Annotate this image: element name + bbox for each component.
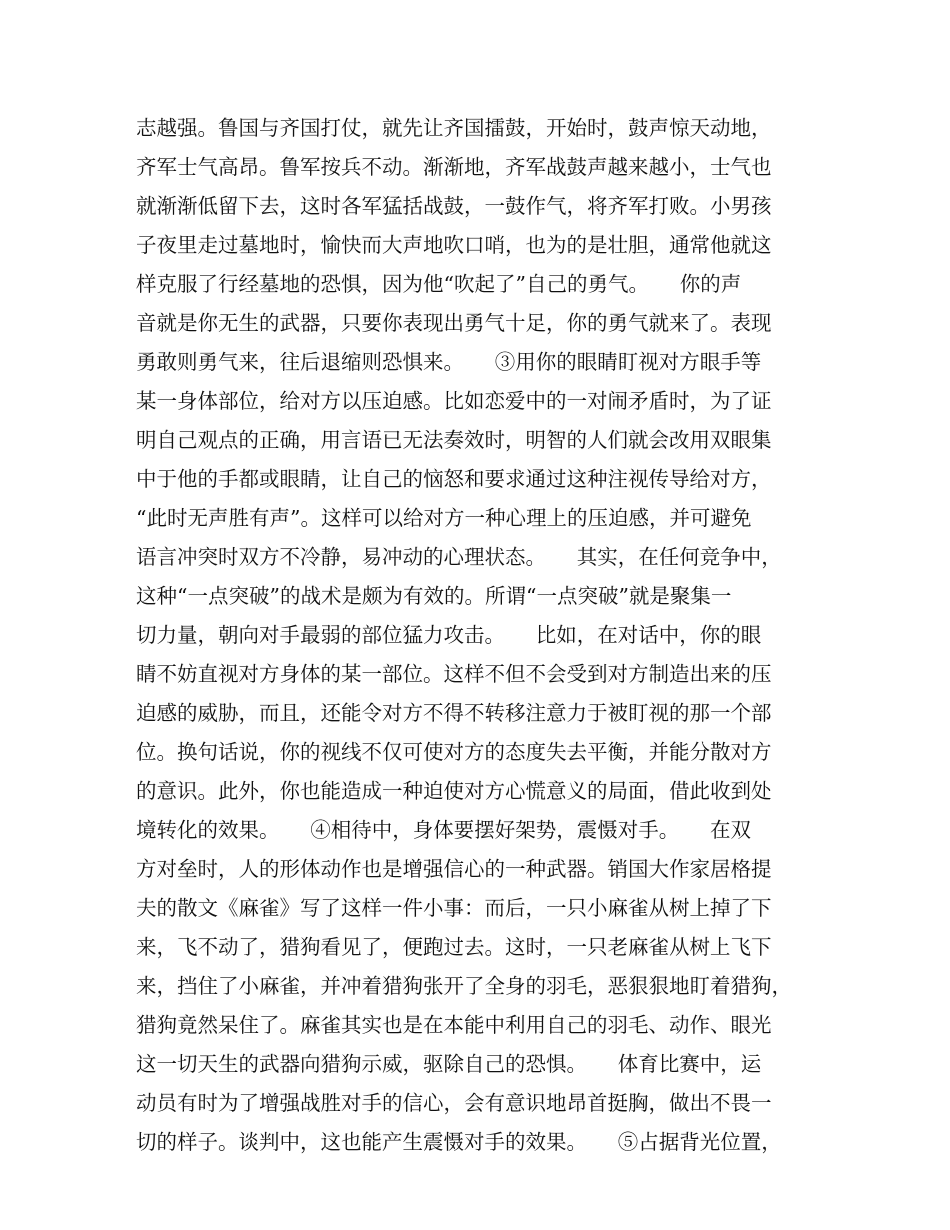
text-line: 这种“一点突破”的战术是颇为有效的。所谓“一点突破”就是聚集一 [136, 584, 732, 608]
text-line: 样克服了行经墓地的恐惧，因为他“吹起了”自己的勇气。 你的声 [136, 272, 742, 296]
body-text [136, 109, 836, 1162]
text-line: 来，飞不动了，猎狗看见了，便跑过去。这时，一只老麻雀从树上飞下 [136, 935, 772, 959]
text-line: 切的样子。谈判中，这也能产生震慑对手的效果。 ⑤占据背光位置， [136, 1130, 782, 1154]
text-line: 音就是你无生的武器，只要你表现出勇气十足，你的勇气就来了。表现 [136, 311, 772, 335]
text-line: 中于他的手都或眼睛，让自己的恼怒和要求通过这种注视传导给对方， [136, 467, 772, 491]
text-line: 方对垒时，人的形体动作也是增强信心的一种武器。销国大作家居格提 [136, 857, 772, 881]
text-line: 志越强。鲁国与齐国打仗，就先让齐国擂鼓，开始时，鼓声惊天动地， [136, 116, 772, 140]
text-line: 的意识。此外，你也能造成一种迫使对方心慌意义的局面，借此收到处 [136, 779, 772, 803]
text-line: 猎狗竟然呆住了。麻雀其实也是在本能中利用自己的羽毛、动作、眼光 [136, 1013, 772, 1037]
text-line: 子夜里走过墓地时，愉快而大声地吹口哨，也为的是壮胆，通常他就这 [136, 233, 772, 257]
text-line: 来，挡住了小麻雀，并冲着猎狗张开了全身的羽毛，恶狠狠地盯着猎狗， [136, 974, 792, 998]
text-line: 语言冲突时双方不冷静，易冲动的心理状态。 其实，在任何竞争中， [136, 545, 782, 569]
text-line: 迫感的威胁，而且，还能令对方不得不转移注意力于被盯视的那一个部 [136, 701, 772, 725]
text-line: 睛不妨直视对方身体的某一部位。这样不但不会受到对方制造出来的压 [136, 662, 772, 686]
text-line: “此时无声胜有声”。这样可以给对方一种心理上的压迫感，并可避免 [136, 506, 752, 530]
text-line: 就渐渐低留下去，这时各军猛括战鼓，一鼓作气，将齐军打败。小男孩 [136, 194, 772, 218]
text-line: 境转化的效果。 ④相待中，身体要摆好架势，震慑对手。 在双 [136, 818, 751, 842]
text-line: 这一切天生的武器向猎狗示威，驱除自己的恐惧。 体育比赛中，运 [136, 1052, 762, 1076]
text-line: 齐军士气高昂。鲁军按兵不动。渐渐地，齐军战鼓声越来越小，士气也 [136, 155, 772, 179]
text-line: 切力量，朝向对手最弱的部位猛力攻击。 比如，在对话中，你的眼 [136, 623, 762, 647]
text-line: 位。换句话说，你的视线不仅可使对方的态度失去平衡，并能分散对方 [136, 740, 772, 764]
text-line: 某一身体部位，给对方以压迫感。比如恋爱中的一对闹矛盾时，为了证 [136, 389, 772, 413]
text-line: 明自己观点的正确，用言语已无法奏效时，明智的人们就会改用双眼集 [136, 428, 772, 452]
text-line: 夫的散文《麻雀》写了这样一件小事：而后，一只小麻雀从树上掉了下 [136, 896, 772, 920]
text-line: 动员有时为了增强战胜对手的信心，会有意识地昂首挺胸，做出不畏一 [136, 1091, 772, 1115]
text-line: 勇敢则勇气来，往后退缩则恐惧来。 ③用你的眼睛盯视对方眼手等 [136, 350, 762, 374]
